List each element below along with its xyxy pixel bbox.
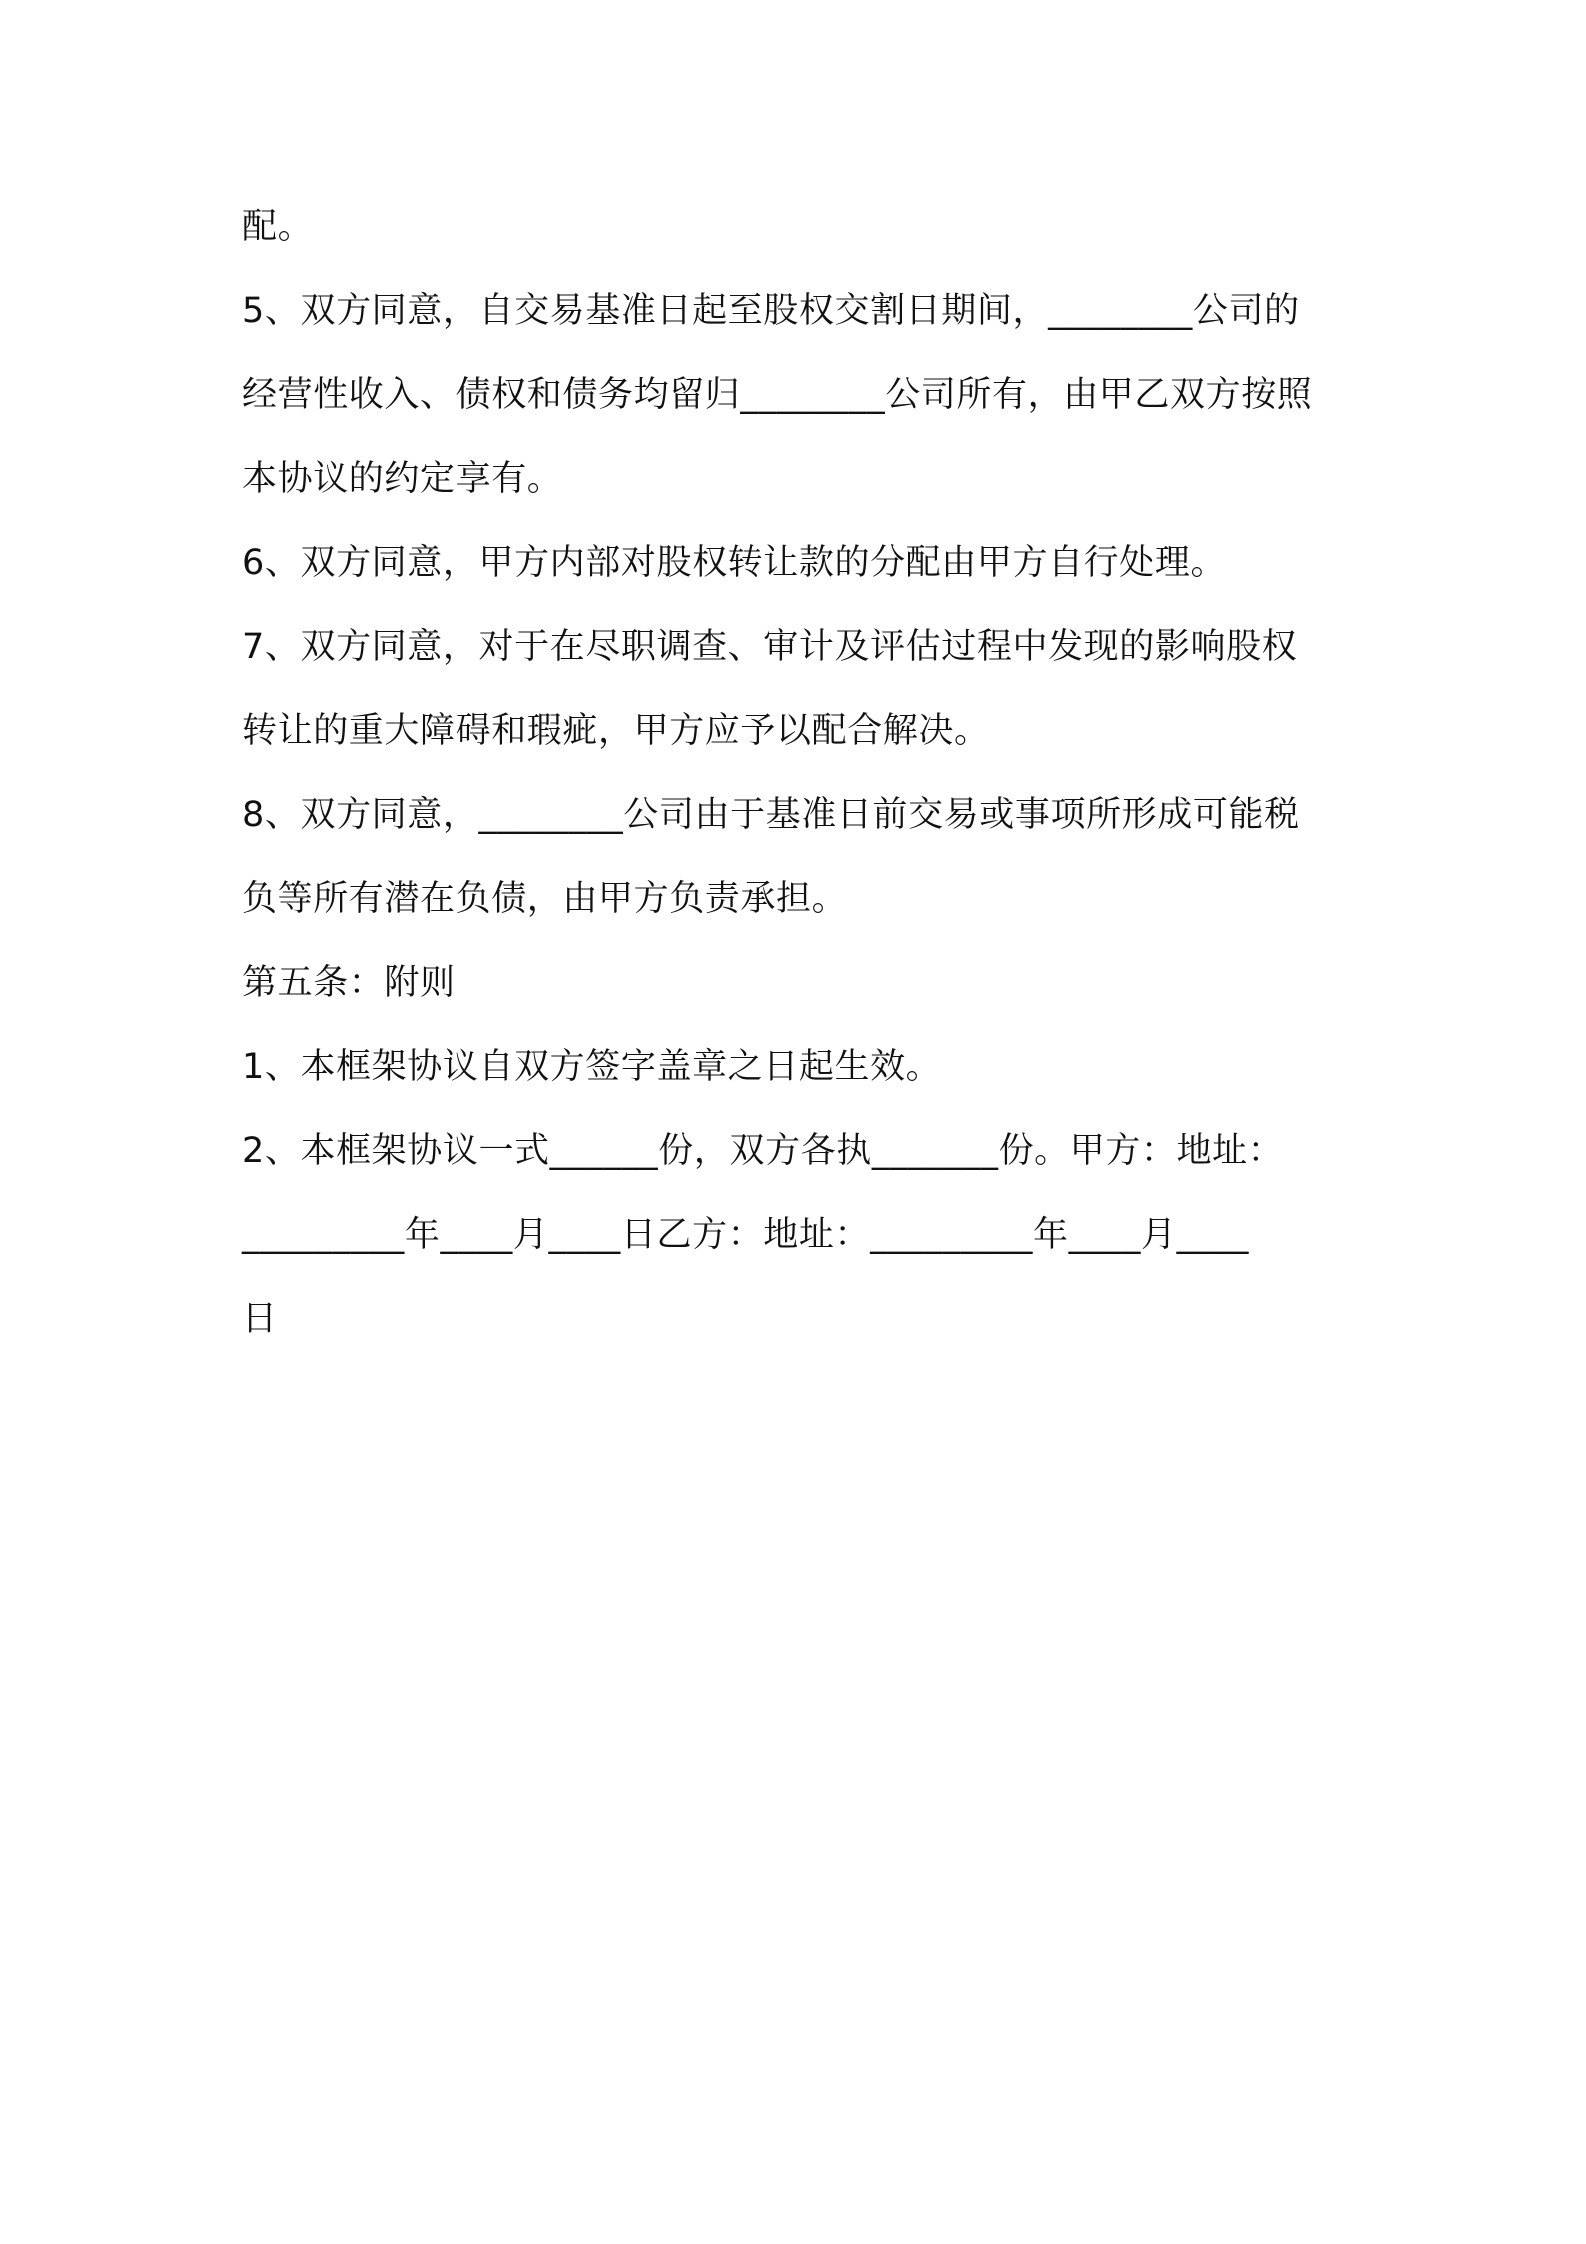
clause-7-line-1: 7、双方同意，对于在尽职调查、审计及评估过程中发现的影响股权: [242, 627, 1298, 667]
clause-5-line-1: 5、双方同意，自交易基准日起至股权交割日期间，________公司的: [242, 291, 1300, 331]
clause-8-line-2: 负等所有潜在负债，由甲方负责承担。: [242, 879, 848, 919]
signature-date-line-end: 日: [242, 1299, 278, 1339]
clause-6-line-1: 6、双方同意，甲方内部对股权转让款的分配由甲方自行处理。: [242, 543, 1227, 583]
section-heading: 第五条：附则: [242, 963, 456, 1003]
signature-date-line: _________年____月____日乙方：地址：_________年____月____: [242, 1215, 1250, 1255]
clause-8-line-1: 8、双方同意，________公司由于基准日前交易或事项所形成可能税: [242, 795, 1300, 835]
appendix-clause-1: 1、本框架协议自双方签字盖章之日起生效。: [242, 1047, 942, 1087]
clause-7-line-2: 转让的重大障碍和瑕疵，甲方应予以配合解决。: [242, 711, 990, 751]
clause-5-line-2: 经营性收入、债权和债务均留归________公司所有，由甲乙双方按照: [242, 375, 1313, 415]
clause-5-line-3: 本协议的约定享有。: [242, 459, 563, 499]
text-line-continuation: 配。: [242, 207, 314, 247]
appendix-clause-2-line-1: 2、本框架协议一式______份，双方各执_______份。甲方：地址：: [242, 1131, 1284, 1171]
